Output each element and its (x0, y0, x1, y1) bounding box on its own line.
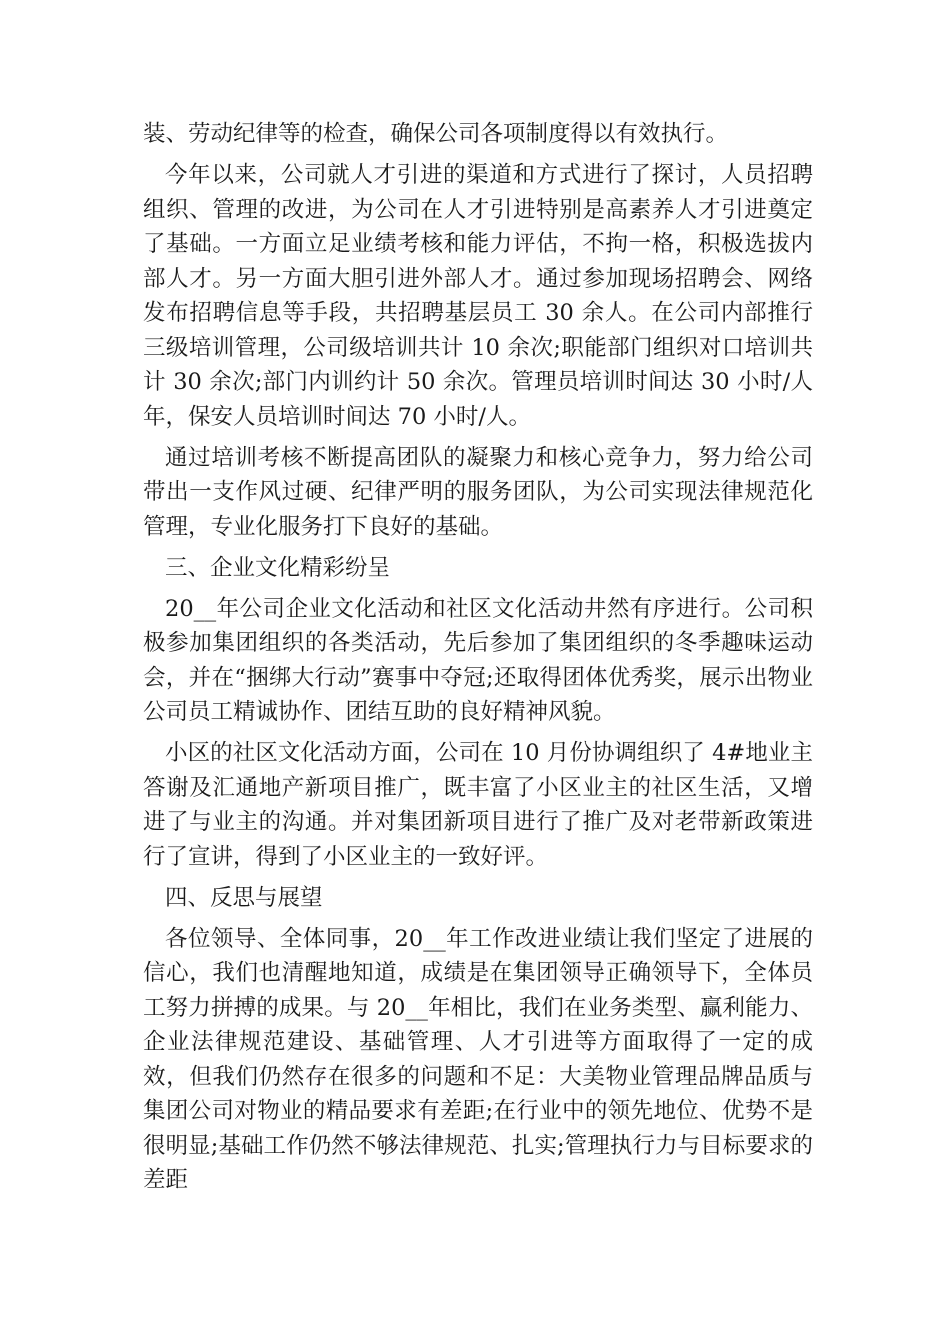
paragraph-team-training: 通过培训考核不断提高团队的凝聚力和核心竞争力，努力给公司带出一支作风过硬、纪律严明的服务团队，为公司实现法律规范化管理，专业化服务打下良好的基础。 (143, 444, 813, 540)
paragraph-reflection: 各位领导、全体同事，20__年工作改进业绩让我们坚定了进展的信心，我们也清醒地知道，成绩是在集团领导正确领导下，全体员工努力拼搏的成果。与 20__年相比，我们在业务类型、赢利能力、企业法律规范建设、基础管理、人才引进等方面取得了一定的成效，但我们仍然存在很多的问题和不足：大美物业管理品牌品质与集团公司对物业的精品要求有差距;在行业中的领先地位、优势不是很明显;基础工作仍然不够法律规范、扎实;管理执行力与目标要求的差距 (143, 925, 813, 1193)
document-body (143, 117, 813, 1204)
section-heading-culture: 三、企业文化精彩纷呈 (165, 554, 391, 581)
paragraph-culture-activities: 20__年公司企业文化活动和社区文化活动井然有序进行。公司积极参加集团组织的各类活动，先后参加了集团组织的冬季趣味运动会，并在“捆绑大行动”赛事中夺冠;还取得团体优秀奖，展示出物业公司员工精诚协作、团结互助的良好精神风貌。 (143, 595, 813, 725)
section-heading-reflection: 四、反思与展望 (165, 884, 323, 911)
paragraph-community-activities: 小区的社区文化活动方面，公司在 10 月份协调组织了 4#地业主答谢及汇通地产新项目推广，既丰富了小区业主的社区生活，又增进了与业主的沟通。并对集团新项目进行了推广及对老带新政策进行了宣讲，得到了小区业主的一致好评。 (143, 740, 813, 870)
paragraph-continuation: 装、劳动纪律等的检查，确保公司各项制度得以有效执行。 (143, 121, 729, 147)
paragraph-talent-recruitment: 今年以来，公司就人才引进的渠道和方式进行了探讨，人员招聘组织、管理的改进，为公司在人才引进特别是高素养人才引进奠定了基础。一方面立足业绩考核和能力评估，不拘一格，积极选拔内部人才。另一方面大胆引进外部人才。通过参加现场招聘会、网络发布招聘信息等手段，共招聘基层员工 30 余人。在公司内部推行三级培训管理，公司级培训共计 10 余次;职能部门组织对口培训共计 30 余次;部门内训约计 50 余次。管理员培训时间达 30 小时/人年，保安人员培训时间达 70 小时/人。 (143, 162, 813, 430)
